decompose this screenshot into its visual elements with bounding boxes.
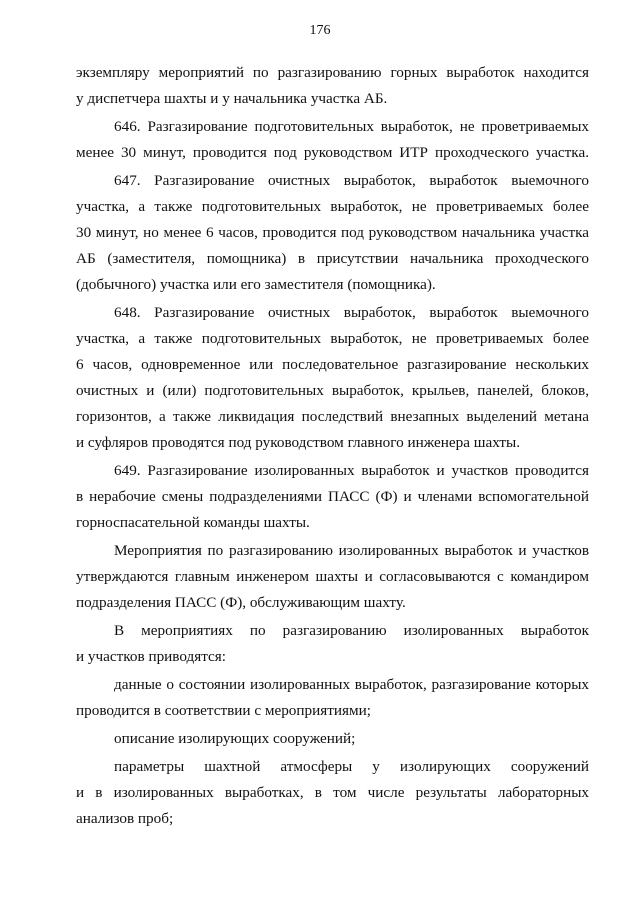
text-line: 646. Разгазирование подготовительных выработок, не проветриваемых: [114, 118, 589, 135]
text-line: (добычного) участка или его заместителя (помощника).: [76, 276, 436, 293]
text-line: горизонтов, а также ликвидация последствий внезапных выделений метана: [76, 408, 589, 425]
text-line: 647. Разгазирование очистных выработок, выработок выемочного: [114, 172, 589, 189]
text-line: в нерабочие смены подразделениями ПАСС (Ф) и членами вспомогательной: [76, 488, 589, 505]
text-line: менее 30 минут, проводится под руководством ИТР проходческого участка.: [76, 144, 589, 161]
text-line: утверждаются главным инженером шахты и согласовываются с командиром: [76, 568, 589, 585]
text-line: описание изолирующих сооружений;: [114, 730, 356, 747]
text-line: и участков приводятся:: [76, 648, 226, 665]
text-line: участка, а также подготовительных выработок, не проветриваемых более: [76, 198, 589, 215]
text-line: и в изолированных выработках, в том числе результаты лабораторных: [76, 784, 589, 801]
text-line: 649. Разгазирование изолированных выработок и участков проводится: [114, 462, 589, 479]
text-line: участка, а также подготовительных выработок, не проветриваемых более: [76, 330, 589, 347]
text-line: данные о состоянии изолированных выработок, разгазирование которых: [114, 676, 589, 693]
text-line: В мероприятиях по разгазированию изолированных выработок: [114, 622, 589, 639]
text-line: 648. Разгазирование очистных выработок, выработок выемочного: [114, 304, 589, 321]
text-line: проводится в соответствии с мероприятиями;: [76, 702, 371, 719]
text-line: параметры шахтной атмосферы у изолирующих сооружений: [114, 758, 589, 775]
text-line: АБ (заместителя, помощника) в присутствии начальника проходческого: [76, 250, 589, 267]
text-line: 6 часов, одновременное или последовательное разгазирование нескольких: [76, 356, 589, 373]
text-line: 30 минут, но менее 6 часов, проводится под руководством начальника участка: [76, 224, 589, 241]
text-line: горноспасательной команды шахты.: [76, 514, 310, 531]
text-line: экземпляру мероприятий по разгазированию горных выработок находится: [76, 64, 589, 81]
text-line: анализов проб;: [76, 810, 174, 827]
text-line: очистных и (или) подготовительных выработок, крыльев, панелей, блоков,: [76, 382, 589, 399]
page-number: 176: [309, 23, 331, 38]
text-line: Мероприятия по разгазированию изолированных выработок и участков: [114, 542, 589, 559]
text-line: и суфляров проводятся под руководством главного инженера шахты.: [76, 434, 521, 451]
text-line: подразделения ПАСС (Ф), обслуживающим шахту.: [76, 594, 406, 611]
text-line: у диспетчера шахты и у начальника участка АБ.: [76, 90, 388, 107]
